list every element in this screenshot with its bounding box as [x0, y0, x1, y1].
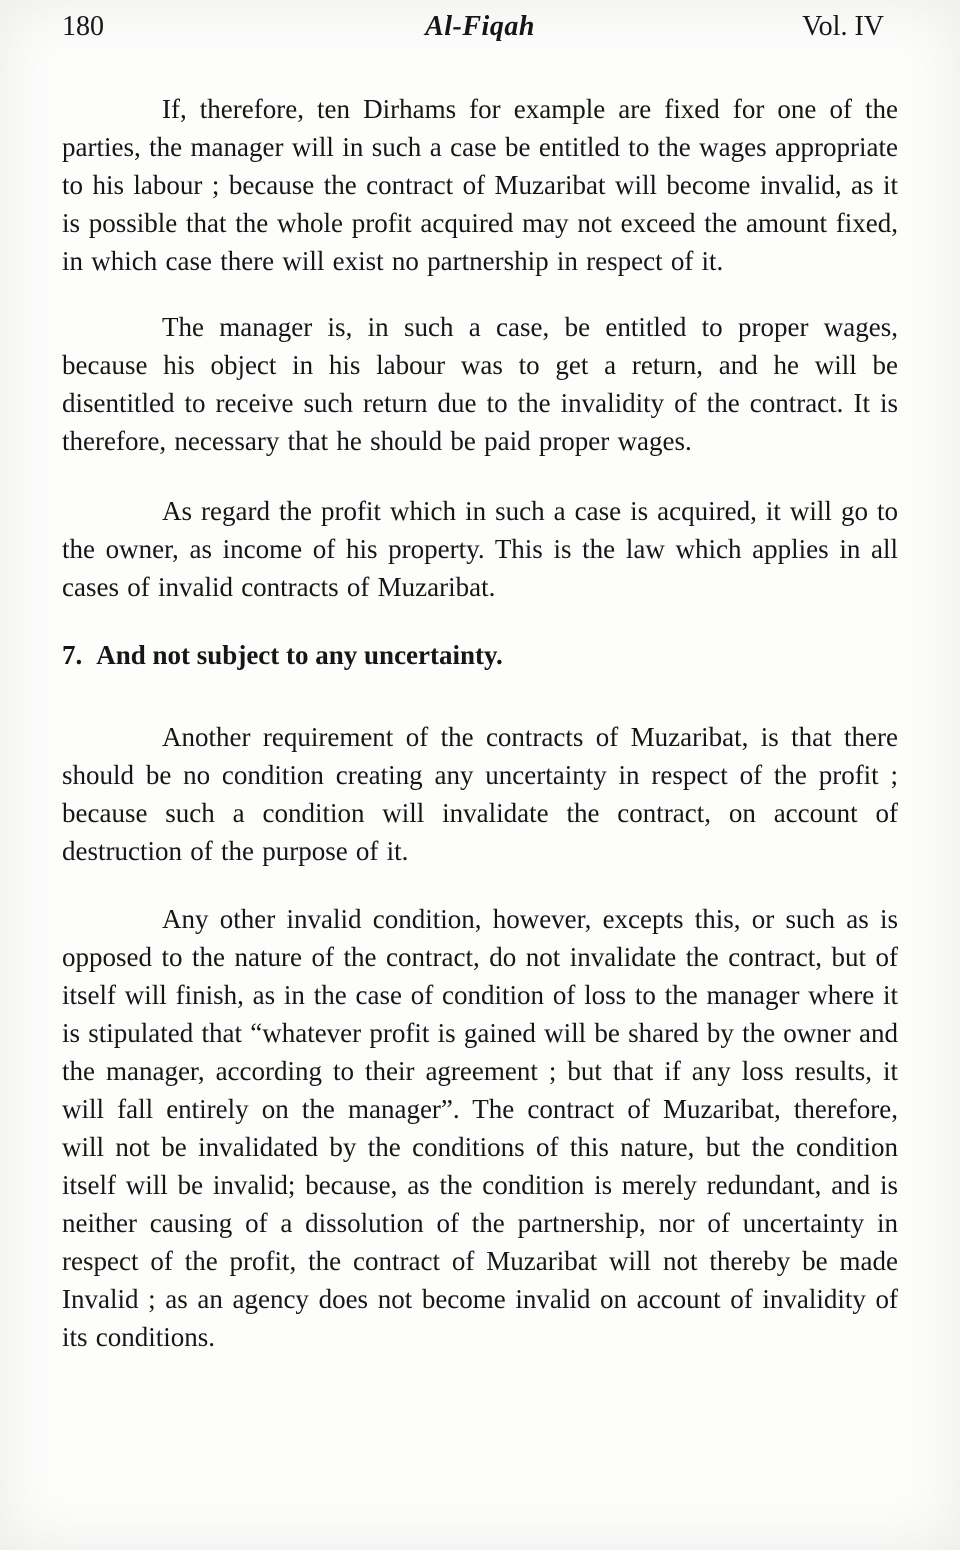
- paragraph-1: If, therefore, ten Dirhams for example are fixed for one of the parties, the manager will in such a case be entitled to the wages appropriate to his labour ; because the contract of Muzaribat will become invalid, as it is possible that the whole profit acquired may not exceed the amount fixed, in which case there will exist no partnership in respect of it.: [62, 94, 898, 276]
- section-title: And not subject to any uncertainty.: [96, 640, 503, 670]
- section-number: 7.: [62, 640, 83, 670]
- body-text: [62, 90, 898, 1356]
- section-heading: [62, 636, 898, 674]
- volume-label: Vol. IV: [802, 11, 884, 42]
- page-header: [62, 10, 898, 44]
- book-title: Al-Fiqah: [425, 11, 535, 42]
- paragraph-5: Any other invalid condition, however, excepts this, or such as is opposed to the nature of the contract, do not invalidate the contract, but of itself will finish, as in the case of condition of loss to the manager where it is stipulated that “whatever profit is gained will be shared by the owner and the manager, according to their agreement ; but that if any loss results, it will fall entirely on the manager”. The contract of Muzaribat, therefore, will not be invalidated by the conditions of this nature, but the condition itself will be invalid; because, as the condition is merely redundant, and is neither causing of a dissolution of the partnership, nor of uncertainty in respect of the profit, the contract of Muzaribat will not thereby be made Invalid ; as an agency does not become invalid on account of invalidity of its conditions.: [62, 904, 899, 1352]
- paragraph-2: The manager is, in such a case, be entitled to proper wages, because his object in his labour was to get a return, and he will be disentitled to receive such return due to the invalidity of the contract. It is therefore, necessary that he should be paid proper wages.: [62, 312, 898, 456]
- paragraph-3: As regard the profit which in such a case is acquired, it will go to the owner, as income of his property. This is the law which applies in all cases of invalid contracts of Muzaribat.: [62, 496, 898, 602]
- page-number: 180: [62, 11, 104, 42]
- paragraph-4: Another requirement of the contracts of Muzaribat, is that there should be no condition creating any uncertainty in respect of the profit ; because such a condition will invalidate the contract, on account of destruction of the purpose of it.: [62, 722, 898, 866]
